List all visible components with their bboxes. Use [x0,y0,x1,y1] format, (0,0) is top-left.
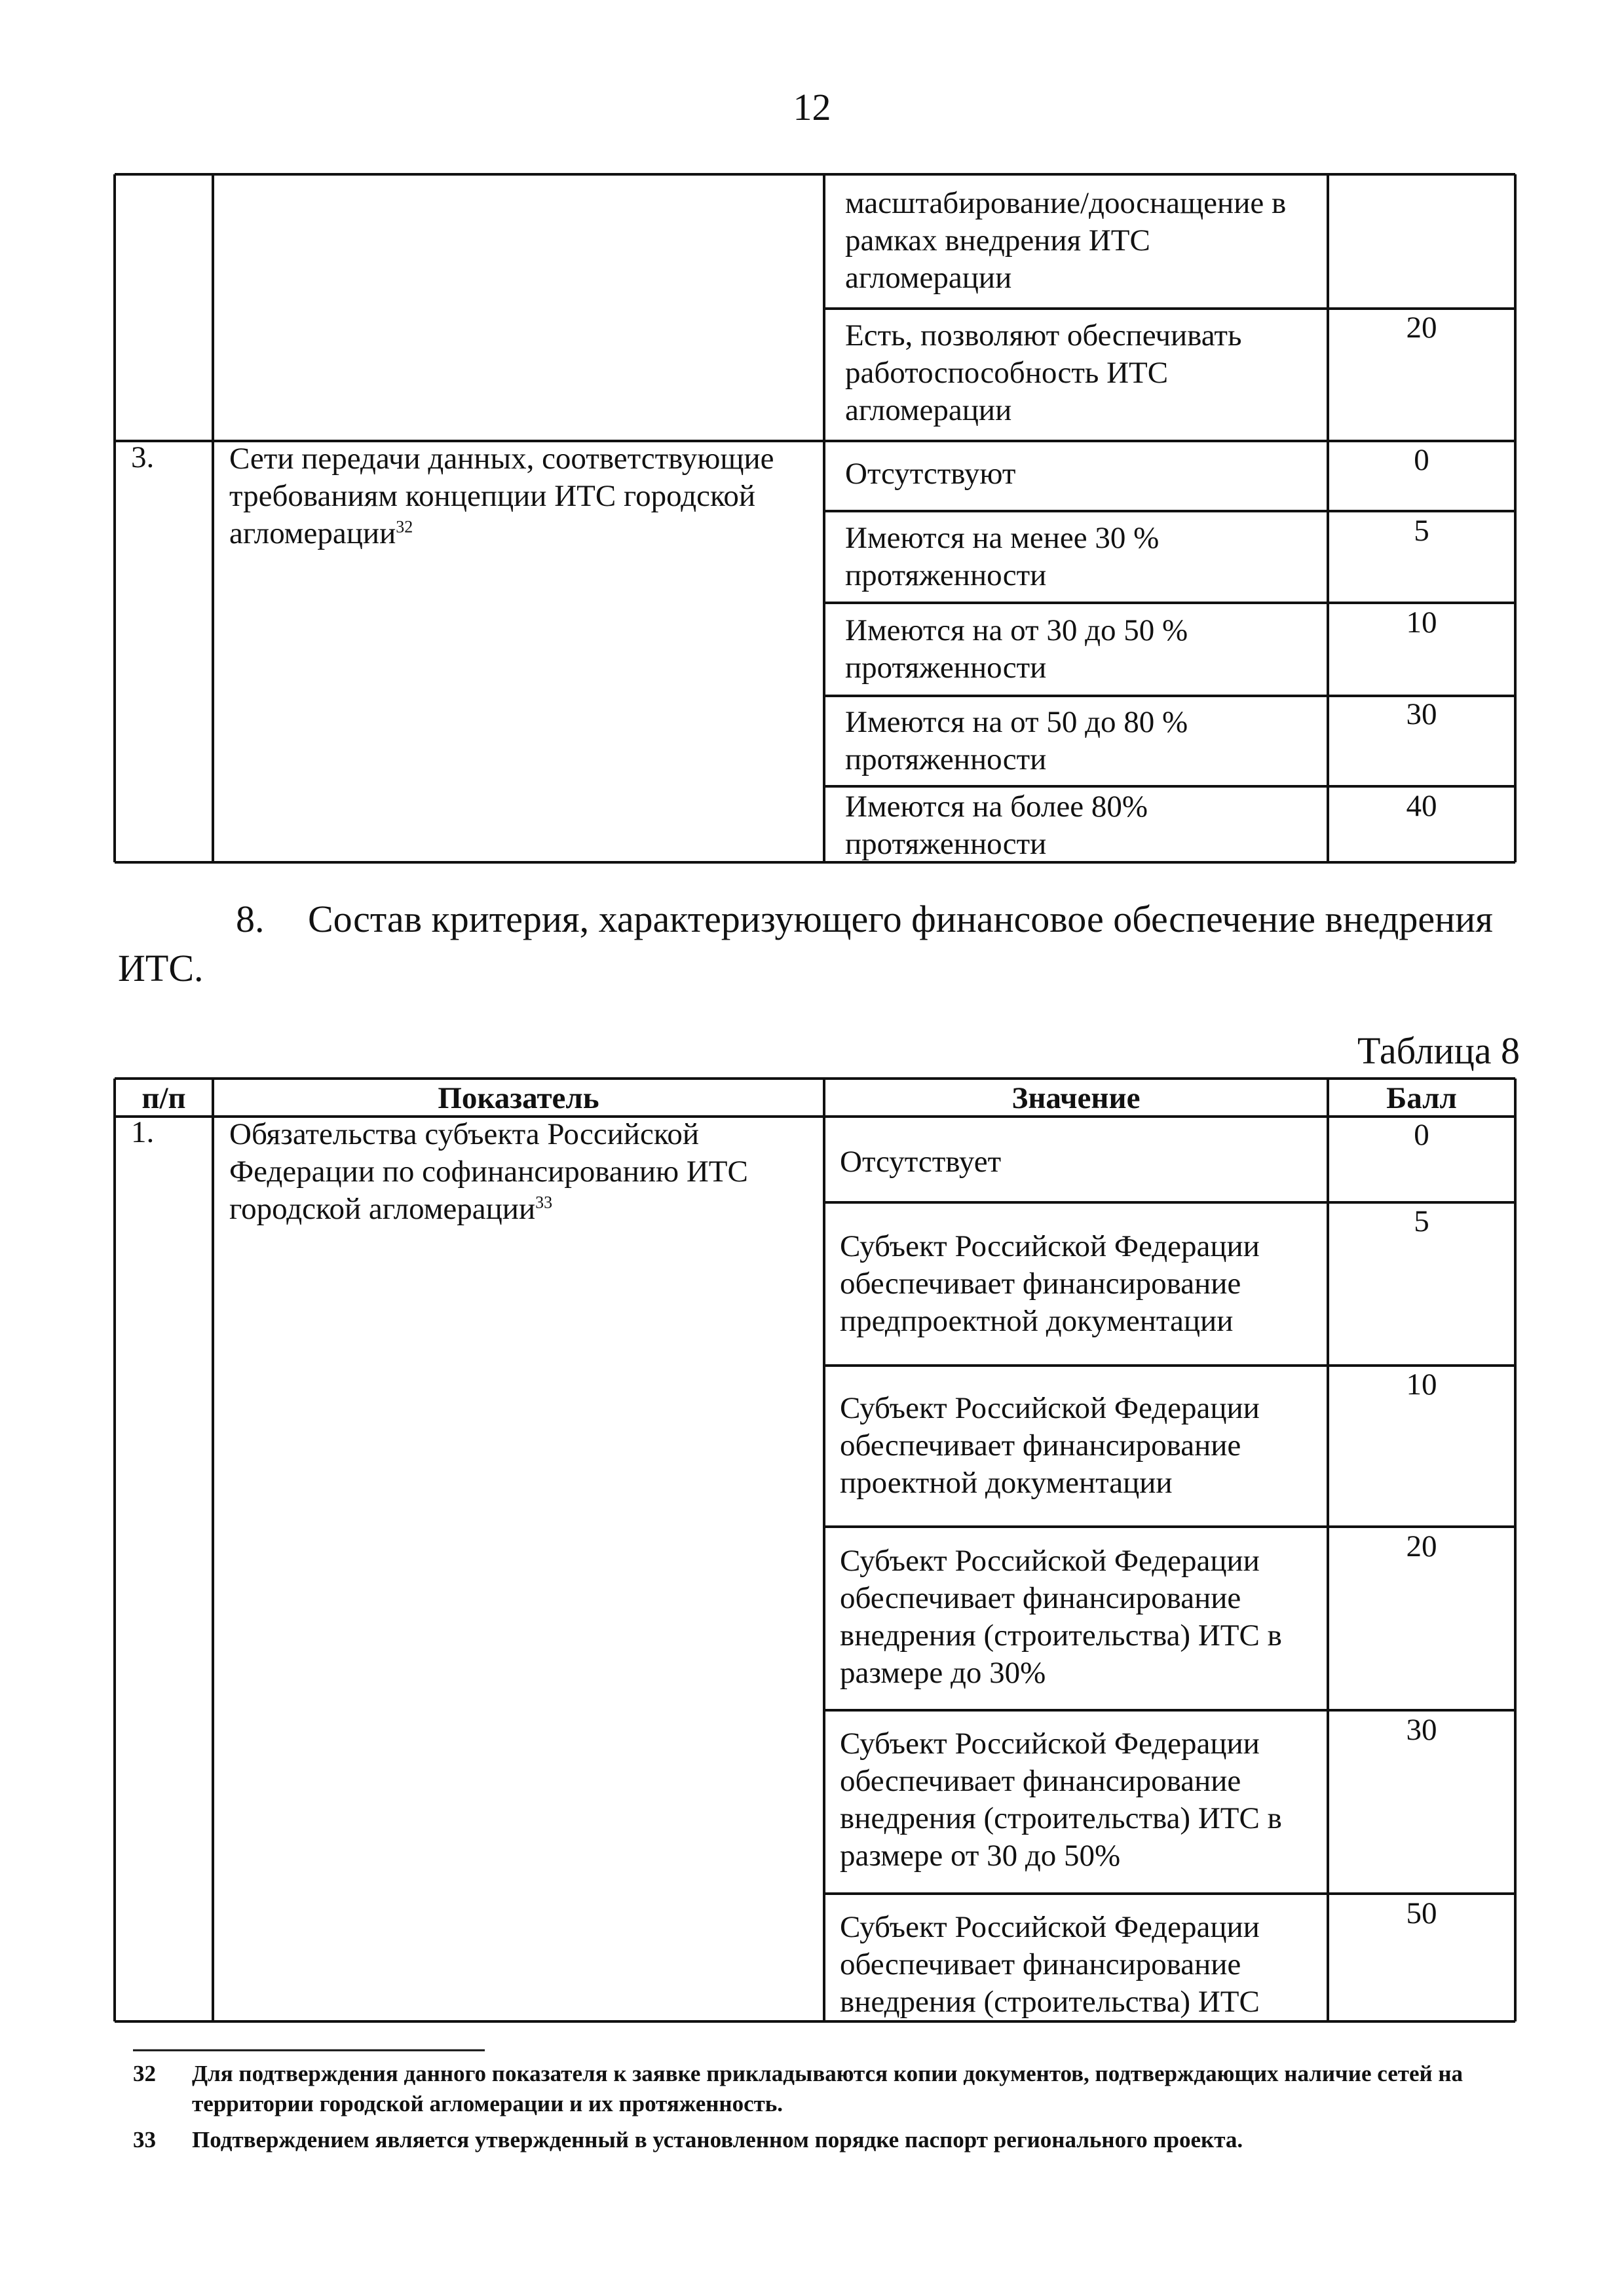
section-number: 8. [236,898,265,940]
table8-score-4: 20 [1406,1529,1437,1563]
footnote-32-number: 32 [133,2061,156,2086]
table8-value-6: Субъект Российской Федерации обеспечивает финансирование внедрения (строительства) ИТС [840,1910,1260,2019]
table7-row3-value-4: Имеются на от 50 до 80 % протяженности [845,705,1188,776]
header-score: Балл [1386,1081,1457,1115]
page-number: 12 [793,86,831,128]
table8-value-3: Субъект Российской Федерации обеспечивает финансирование проектной документации [840,1391,1260,1500]
table7-row3-indicator-text: Сети передачи данных, соответствующие требованиям концепции ИТС городской агломерации [229,442,774,550]
section-heading [118,894,1520,993]
table7-row1-value-1: масштабирование/дооснащение в рамках внедрения ИТС агломерации [845,186,1287,295]
footnote-32 [133,2059,1522,2124]
table8-row1-number: 1. [131,1115,155,1149]
footnote-33-text: Подтверждением является утвержденный в установленном порядке паспорт регионального проекта. [192,2127,1243,2152]
table7-row3-number: 3. [131,440,155,474]
table7-row3-score-1: 0 [1414,443,1429,477]
footnote-33-number: 33 [133,2127,156,2152]
section-text-line2: ИТС. [118,947,204,989]
table8-score-2: 5 [1414,1204,1429,1238]
table7-row3-score-3: 10 [1406,605,1437,640]
header-indicator: Показатель [438,1081,599,1115]
footnote-33 [133,2125,1522,2158]
table8-score-3: 10 [1406,1368,1437,1402]
header-number: п/п [142,1081,186,1115]
table8-score-1: 0 [1414,1118,1429,1152]
table8-value-2: Субъект Российской Федерации обеспечивает финансирование предпроектной документации [840,1229,1260,1338]
footnote-ref-32: 32 [396,517,413,537]
section-text-line1: Состав критерия, характеризующего финансовое обеспечение внедрения [308,898,1493,940]
table7-row3-value-2: Имеются на менее 30 % протяженности [845,521,1160,592]
table7-row3-score-4: 30 [1406,697,1437,731]
table8-score-5: 30 [1406,1713,1437,1747]
table7-row3-value-5: Имеются на более 80% протяженности [845,790,1148,861]
table8-score-6: 50 [1406,1896,1437,1930]
table8-row1-indicator [229,1116,806,1228]
footnote-ref-33: 33 [535,1193,553,1212]
footnote-32-text: Для подтверждения данного показателя к заявке прикладываются копии документов, подтверждающих наличие сетей на территории городской агломерации и их протяженность. [192,2061,1463,2116]
table7-row1-score-2: 20 [1406,311,1437,345]
table8-value-1: Отсутствует [840,1145,1002,1179]
table7-row1-value-2: Есть, позволяют обеспечивать работоспособность ИТС агломерации [845,318,1242,427]
table7-row3-score-5: 40 [1406,789,1437,823]
table7-row3-indicator [229,440,819,552]
table8-row1-indicator-text: Обязательства субъекта Российской Федерации по софинансированию ИТС городской агломерации [229,1117,748,1226]
table-caption: Таблица 8 [1357,1029,1520,1072]
table7-row3-score-2: 5 [1414,514,1429,548]
table8-value-4: Субъект Российской Федерации обеспечивает финансирование внедрения (строительства) ИТС в размере до 30% [840,1544,1282,1690]
header-value: Значение [1011,1081,1141,1115]
table7-row3-value-1: Отсутствуют [845,457,1016,491]
table8-value-5: Субъект Российской Федерации обеспечивает финансирование внедрения (строительства) ИТС в размере от 30 до 50% [840,1727,1282,1873]
table7-row3-value-3: Имеются на от 30 до 50 % протяженности [845,613,1188,685]
